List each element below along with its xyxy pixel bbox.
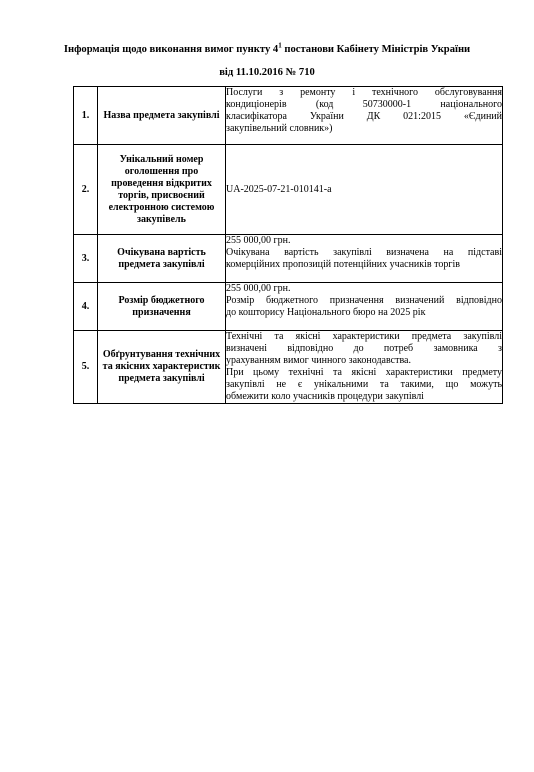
value-line: до кошторису Національного бюро на 2025 рік	[226, 307, 426, 318]
value-line: Очікувана вартість закупівлі визначена на підставі	[226, 247, 502, 258]
row-label: Обґрунтування технічних та якісних характеристик предмета закупівлі	[98, 331, 226, 404]
value-line: класифікатора України ДК 021:2015 «Єдиний	[226, 111, 502, 122]
row-value	[226, 145, 503, 235]
title-main: Інформація щодо виконання вимог пункту 4	[63, 44, 279, 55]
row-label: Очікувана вартість предмета закупівлі	[98, 235, 226, 283]
row-number: 4.	[74, 283, 98, 331]
value-line: Послуги з ремонту і технічного обслуговування	[226, 87, 502, 98]
value-line: UA-2025-07-21-010141-a	[226, 183, 332, 195]
value-line: обмежити коло учасників процедури закупівлі	[226, 391, 424, 402]
table-row	[74, 235, 503, 283]
table-row	[74, 283, 503, 331]
value-line: 255 000,00 грн.	[226, 235, 291, 246]
title-superscript: 1	[278, 41, 282, 50]
row-value	[226, 235, 503, 283]
table-row	[74, 331, 503, 404]
value-line: Розмір бюджетного призначення визначений відповідно	[226, 295, 502, 306]
row-number: 5.	[74, 331, 98, 404]
value-line: урахуванням вимог чинного законодавства.	[226, 355, 411, 366]
row-value	[226, 87, 503, 145]
row-label: Назва предмета закупівлі	[98, 87, 226, 145]
value-line: комерційних пропозицій потенційних учасників торгів	[226, 259, 460, 270]
value-line: 255 000,00 грн.	[226, 283, 291, 294]
document-title	[0, 43, 534, 56]
row-label: Розмір бюджетного призначення	[98, 283, 226, 331]
row-value	[226, 283, 503, 331]
row-number: 2.	[74, 145, 98, 235]
table-row	[74, 145, 503, 235]
value-line: визначені відповідно до потреб замовника з	[226, 343, 502, 354]
value-line: При цьому технічні та якісні характеристики предмету	[226, 367, 502, 378]
value-line: Технічні та якісні характеристики предмета закупівлі	[226, 331, 502, 342]
document-subtitle: від 11.10.2016 № 710	[219, 67, 315, 78]
value-line: кондиціонерів (код 50730000-1 національного	[226, 99, 502, 110]
title-rest: постанови Кабінету Міністрів України	[281, 44, 471, 55]
row-value	[226, 331, 503, 404]
table-row	[74, 87, 503, 145]
row-number: 1.	[74, 87, 98, 145]
row-label: Унікальний номер оголошення про проведення відкритих торгів, присвоєний електронною системою закупівель	[98, 145, 226, 235]
value-line: закупівлі не є унікальними та такими, що можуть	[226, 379, 502, 390]
procurement-info-table	[73, 86, 503, 404]
value-line: закупівельний словник»)	[226, 123, 333, 134]
row-number: 3.	[74, 235, 98, 283]
